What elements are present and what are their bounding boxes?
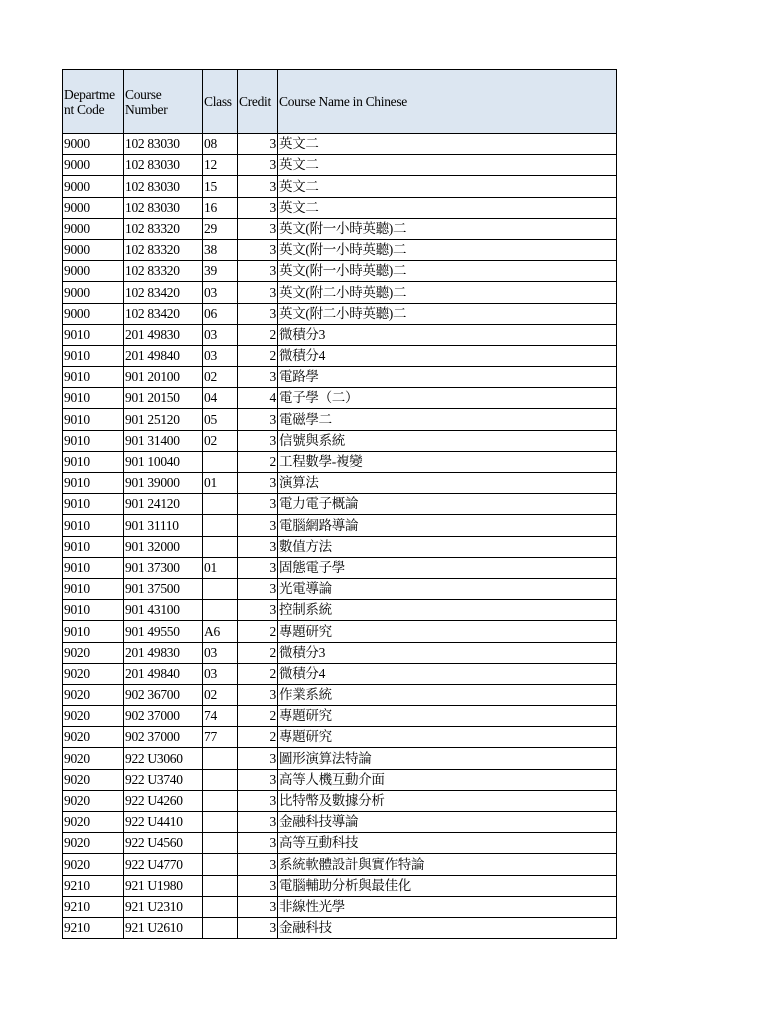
credit-cell: 3	[238, 494, 278, 515]
class-cell	[203, 812, 238, 833]
table-row	[63, 790, 617, 811]
course-name-cell: 金融科技	[278, 917, 617, 938]
department-code-cell: 9210	[63, 917, 124, 938]
course-number-cell: 901 43100	[124, 600, 203, 621]
table-row	[63, 557, 617, 578]
table-row	[63, 176, 617, 197]
department-code-cell: 9010	[63, 409, 124, 430]
course-number-cell: 922 U4560	[124, 833, 203, 854]
class-cell: 74	[203, 706, 238, 727]
table-row	[63, 282, 617, 303]
course-name-cell: 英文二	[278, 176, 617, 197]
credit-cell: 3	[238, 303, 278, 324]
course-number-cell: 102 83320	[124, 239, 203, 260]
department-code-cell: 9010	[63, 621, 124, 642]
course-name-cell: 控制系統	[278, 600, 617, 621]
course-number-cell: 922 U4260	[124, 790, 203, 811]
course-name-cell: 金融科技導論	[278, 812, 617, 833]
credit-cell: 3	[238, 833, 278, 854]
table-row	[63, 197, 617, 218]
department-code-cell: 9010	[63, 451, 124, 472]
credit-cell: 3	[238, 748, 278, 769]
course-number-cell: 901 37300	[124, 557, 203, 578]
class-cell: 06	[203, 303, 238, 324]
credit-cell: 3	[238, 239, 278, 260]
course-name-cell: 微積分3	[278, 324, 617, 345]
credit-cell: 3	[238, 409, 278, 430]
header-course-name-chinese: Course Name in Chinese	[278, 70, 617, 134]
class-cell: 05	[203, 409, 238, 430]
course-name-cell: 英文二	[278, 155, 617, 176]
table-row	[63, 663, 617, 684]
course-name-cell: 專題研究	[278, 727, 617, 748]
department-code-cell: 9000	[63, 218, 124, 239]
course-name-cell: 電腦輔助分析與最佳化	[278, 875, 617, 896]
course-name-cell: 電子學（二）	[278, 388, 617, 409]
class-cell	[203, 494, 238, 515]
table-row	[63, 345, 617, 366]
course-number-cell: 102 83030	[124, 134, 203, 155]
table-row	[63, 578, 617, 599]
credit-cell: 3	[238, 176, 278, 197]
course-number-cell: 901 31400	[124, 430, 203, 451]
course-number-cell: 921 U1980	[124, 875, 203, 896]
department-code-cell: 9000	[63, 261, 124, 282]
course-number-cell: 201 49830	[124, 324, 203, 345]
table-row	[63, 854, 617, 875]
table-row	[63, 917, 617, 938]
course-name-cell: 工程數學-複變	[278, 451, 617, 472]
credit-cell: 3	[238, 282, 278, 303]
credit-cell: 3	[238, 536, 278, 557]
class-cell: 16	[203, 197, 238, 218]
department-code-cell: 9000	[63, 282, 124, 303]
credit-cell: 4	[238, 388, 278, 409]
course-number-cell: 902 36700	[124, 684, 203, 705]
course-number-cell: 201 49840	[124, 663, 203, 684]
credit-cell: 3	[238, 557, 278, 578]
header-department-code: Departme nt Code	[63, 70, 124, 134]
department-code-cell: 9210	[63, 875, 124, 896]
class-cell: 39	[203, 261, 238, 282]
department-code-cell: 9210	[63, 896, 124, 917]
course-name-cell: 系統軟體設計與實作特論	[278, 854, 617, 875]
course-name-cell: 英文(附二小時英聽)二	[278, 282, 617, 303]
credit-cell: 3	[238, 600, 278, 621]
table-row	[63, 239, 617, 260]
department-code-cell: 9010	[63, 515, 124, 536]
class-cell: 08	[203, 134, 238, 155]
course-name-cell: 英文(附二小時英聽)二	[278, 303, 617, 324]
table-row	[63, 303, 617, 324]
credit-cell: 2	[238, 324, 278, 345]
department-code-cell: 9020	[63, 769, 124, 790]
table-row	[63, 600, 617, 621]
class-cell: 03	[203, 345, 238, 366]
department-code-cell: 9000	[63, 197, 124, 218]
course-number-cell: 901 10040	[124, 451, 203, 472]
class-cell: 03	[203, 642, 238, 663]
course-name-cell: 微積分4	[278, 663, 617, 684]
credit-cell: 2	[238, 621, 278, 642]
table-row	[63, 706, 617, 727]
credit-cell: 3	[238, 155, 278, 176]
credit-cell: 3	[238, 367, 278, 388]
table-row	[63, 684, 617, 705]
course-number-cell: 921 U2610	[124, 917, 203, 938]
class-cell	[203, 578, 238, 599]
course-name-cell: 演算法	[278, 473, 617, 494]
course-name-cell: 專題研究	[278, 621, 617, 642]
table-row	[63, 473, 617, 494]
course-name-cell: 高等人機互動介面	[278, 769, 617, 790]
class-cell: 38	[203, 239, 238, 260]
department-code-cell: 9020	[63, 790, 124, 811]
department-code-cell: 9010	[63, 345, 124, 366]
course-name-cell: 圖形演算法特論	[278, 748, 617, 769]
department-code-cell: 9020	[63, 642, 124, 663]
credit-cell: 2	[238, 727, 278, 748]
credit-cell: 2	[238, 706, 278, 727]
course-number-cell: 102 83420	[124, 282, 203, 303]
header-class: Class	[203, 70, 238, 134]
class-cell	[203, 748, 238, 769]
credit-cell: 3	[238, 218, 278, 239]
class-cell	[203, 536, 238, 557]
class-cell	[203, 451, 238, 472]
table-row	[63, 896, 617, 917]
credit-cell: 3	[238, 875, 278, 896]
course-number-cell: 922 U4770	[124, 854, 203, 875]
course-number-cell: 901 49550	[124, 621, 203, 642]
department-code-cell: 9010	[63, 600, 124, 621]
table-row	[63, 875, 617, 896]
credit-cell: 3	[238, 812, 278, 833]
department-code-cell: 9010	[63, 494, 124, 515]
course-number-cell: 102 83030	[124, 176, 203, 197]
course-number-cell: 901 39000	[124, 473, 203, 494]
course-name-cell: 高等互動科技	[278, 833, 617, 854]
class-cell: 77	[203, 727, 238, 748]
course-number-cell: 901 32000	[124, 536, 203, 557]
course-number-cell: 102 83030	[124, 155, 203, 176]
department-code-cell: 9020	[63, 663, 124, 684]
department-code-cell: 9020	[63, 812, 124, 833]
table-row	[63, 515, 617, 536]
department-code-cell: 9020	[63, 854, 124, 875]
table-row	[63, 833, 617, 854]
course-table	[62, 69, 617, 939]
course-name-cell: 英文(附一小時英聽)二	[278, 218, 617, 239]
credit-cell: 3	[238, 261, 278, 282]
credit-cell: 2	[238, 642, 278, 663]
table-row	[63, 769, 617, 790]
department-code-cell: 9000	[63, 134, 124, 155]
course-name-cell: 電腦網路導論	[278, 515, 617, 536]
table-row	[63, 727, 617, 748]
course-number-cell: 902 37000	[124, 727, 203, 748]
department-code-cell: 9010	[63, 578, 124, 599]
course-name-cell: 固態電子學	[278, 557, 617, 578]
table-row	[63, 388, 617, 409]
credit-cell: 3	[238, 473, 278, 494]
credit-cell: 3	[238, 578, 278, 599]
header-row	[63, 70, 617, 134]
class-cell: 29	[203, 218, 238, 239]
course-number-cell: 922 U3740	[124, 769, 203, 790]
table-row	[63, 451, 617, 472]
course-number-cell: 901 20150	[124, 388, 203, 409]
department-code-cell: 9020	[63, 833, 124, 854]
table-row	[63, 642, 617, 663]
class-cell	[203, 854, 238, 875]
class-cell: 04	[203, 388, 238, 409]
course-name-cell: 英文二	[278, 197, 617, 218]
course-name-cell: 數值方法	[278, 536, 617, 557]
course-name-cell: 作業系統	[278, 684, 617, 705]
course-name-cell: 英文(附一小時英聽)二	[278, 261, 617, 282]
class-cell: 03	[203, 324, 238, 345]
table-row	[63, 621, 617, 642]
course-name-cell: 電力電子概論	[278, 494, 617, 515]
class-cell: 01	[203, 473, 238, 494]
course-number-cell: 102 83320	[124, 218, 203, 239]
course-name-cell: 微積分4	[278, 345, 617, 366]
table-row	[63, 261, 617, 282]
table-row	[63, 812, 617, 833]
department-code-cell: 9000	[63, 155, 124, 176]
class-cell	[203, 833, 238, 854]
class-cell	[203, 896, 238, 917]
course-number-cell: 922 U4410	[124, 812, 203, 833]
table-row	[63, 367, 617, 388]
credit-cell: 3	[238, 896, 278, 917]
credit-cell: 3	[238, 684, 278, 705]
class-cell: 03	[203, 663, 238, 684]
course-number-cell: 901 31110	[124, 515, 203, 536]
department-code-cell: 9000	[63, 303, 124, 324]
class-cell: 12	[203, 155, 238, 176]
department-code-cell: 9010	[63, 367, 124, 388]
course-name-cell: 專題研究	[278, 706, 617, 727]
course-number-cell: 921 U2310	[124, 896, 203, 917]
table-row	[63, 494, 617, 515]
course-number-cell: 901 20100	[124, 367, 203, 388]
class-cell	[203, 769, 238, 790]
course-number-cell: 922 U3060	[124, 748, 203, 769]
credit-cell: 3	[238, 769, 278, 790]
class-cell	[203, 515, 238, 536]
department-code-cell: 9020	[63, 748, 124, 769]
department-code-cell: 9000	[63, 239, 124, 260]
class-cell: 03	[203, 282, 238, 303]
course-number-cell: 901 37500	[124, 578, 203, 599]
table-row	[63, 155, 617, 176]
department-code-cell: 9010	[63, 388, 124, 409]
class-cell: A6	[203, 621, 238, 642]
course-name-cell: 英文(附一小時英聽)二	[278, 239, 617, 260]
credit-cell: 3	[238, 515, 278, 536]
department-code-cell: 9010	[63, 473, 124, 494]
credit-cell: 3	[238, 917, 278, 938]
table-row	[63, 430, 617, 451]
credit-cell: 3	[238, 430, 278, 451]
course-name-cell: 光電導論	[278, 578, 617, 599]
class-cell: 01	[203, 557, 238, 578]
table-row	[63, 409, 617, 430]
course-name-cell: 電路學	[278, 367, 617, 388]
credit-cell: 3	[238, 134, 278, 155]
credit-cell: 2	[238, 663, 278, 684]
class-cell	[203, 875, 238, 896]
table-row	[63, 218, 617, 239]
class-cell: 02	[203, 430, 238, 451]
course-number-cell: 102 83420	[124, 303, 203, 324]
class-cell	[203, 600, 238, 621]
department-code-cell: 9000	[63, 176, 124, 197]
course-name-cell: 電磁學二	[278, 409, 617, 430]
department-code-cell: 9010	[63, 324, 124, 345]
table-row	[63, 536, 617, 557]
department-code-cell: 9010	[63, 557, 124, 578]
course-number-cell: 902 37000	[124, 706, 203, 727]
class-cell	[203, 790, 238, 811]
credit-cell: 2	[238, 345, 278, 366]
course-number-cell: 201 49830	[124, 642, 203, 663]
class-cell: 02	[203, 367, 238, 388]
course-number-cell: 102 83320	[124, 261, 203, 282]
course-number-cell: 102 83030	[124, 197, 203, 218]
table-row	[63, 134, 617, 155]
department-code-cell: 9010	[63, 536, 124, 557]
course-number-cell: 901 25120	[124, 409, 203, 430]
header-credit: Credit	[238, 70, 278, 134]
department-code-cell: 9010	[63, 430, 124, 451]
credit-cell: 2	[238, 451, 278, 472]
table-row	[63, 748, 617, 769]
credit-cell: 3	[238, 854, 278, 875]
credit-cell: 3	[238, 197, 278, 218]
course-number-cell: 901 24120	[124, 494, 203, 515]
header-course-number: Course Number	[124, 70, 203, 134]
table-row	[63, 324, 617, 345]
course-number-cell: 201 49840	[124, 345, 203, 366]
class-cell: 15	[203, 176, 238, 197]
class-cell	[203, 917, 238, 938]
course-name-cell: 信號與系統	[278, 430, 617, 451]
credit-cell: 3	[238, 790, 278, 811]
course-name-cell: 英文二	[278, 134, 617, 155]
course-name-cell: 非線性光學	[278, 896, 617, 917]
department-code-cell: 9020	[63, 706, 124, 727]
class-cell: 02	[203, 684, 238, 705]
department-code-cell: 9020	[63, 727, 124, 748]
course-name-cell: 微積分3	[278, 642, 617, 663]
department-code-cell: 9020	[63, 684, 124, 705]
course-name-cell: 比特幣及數據分析	[278, 790, 617, 811]
